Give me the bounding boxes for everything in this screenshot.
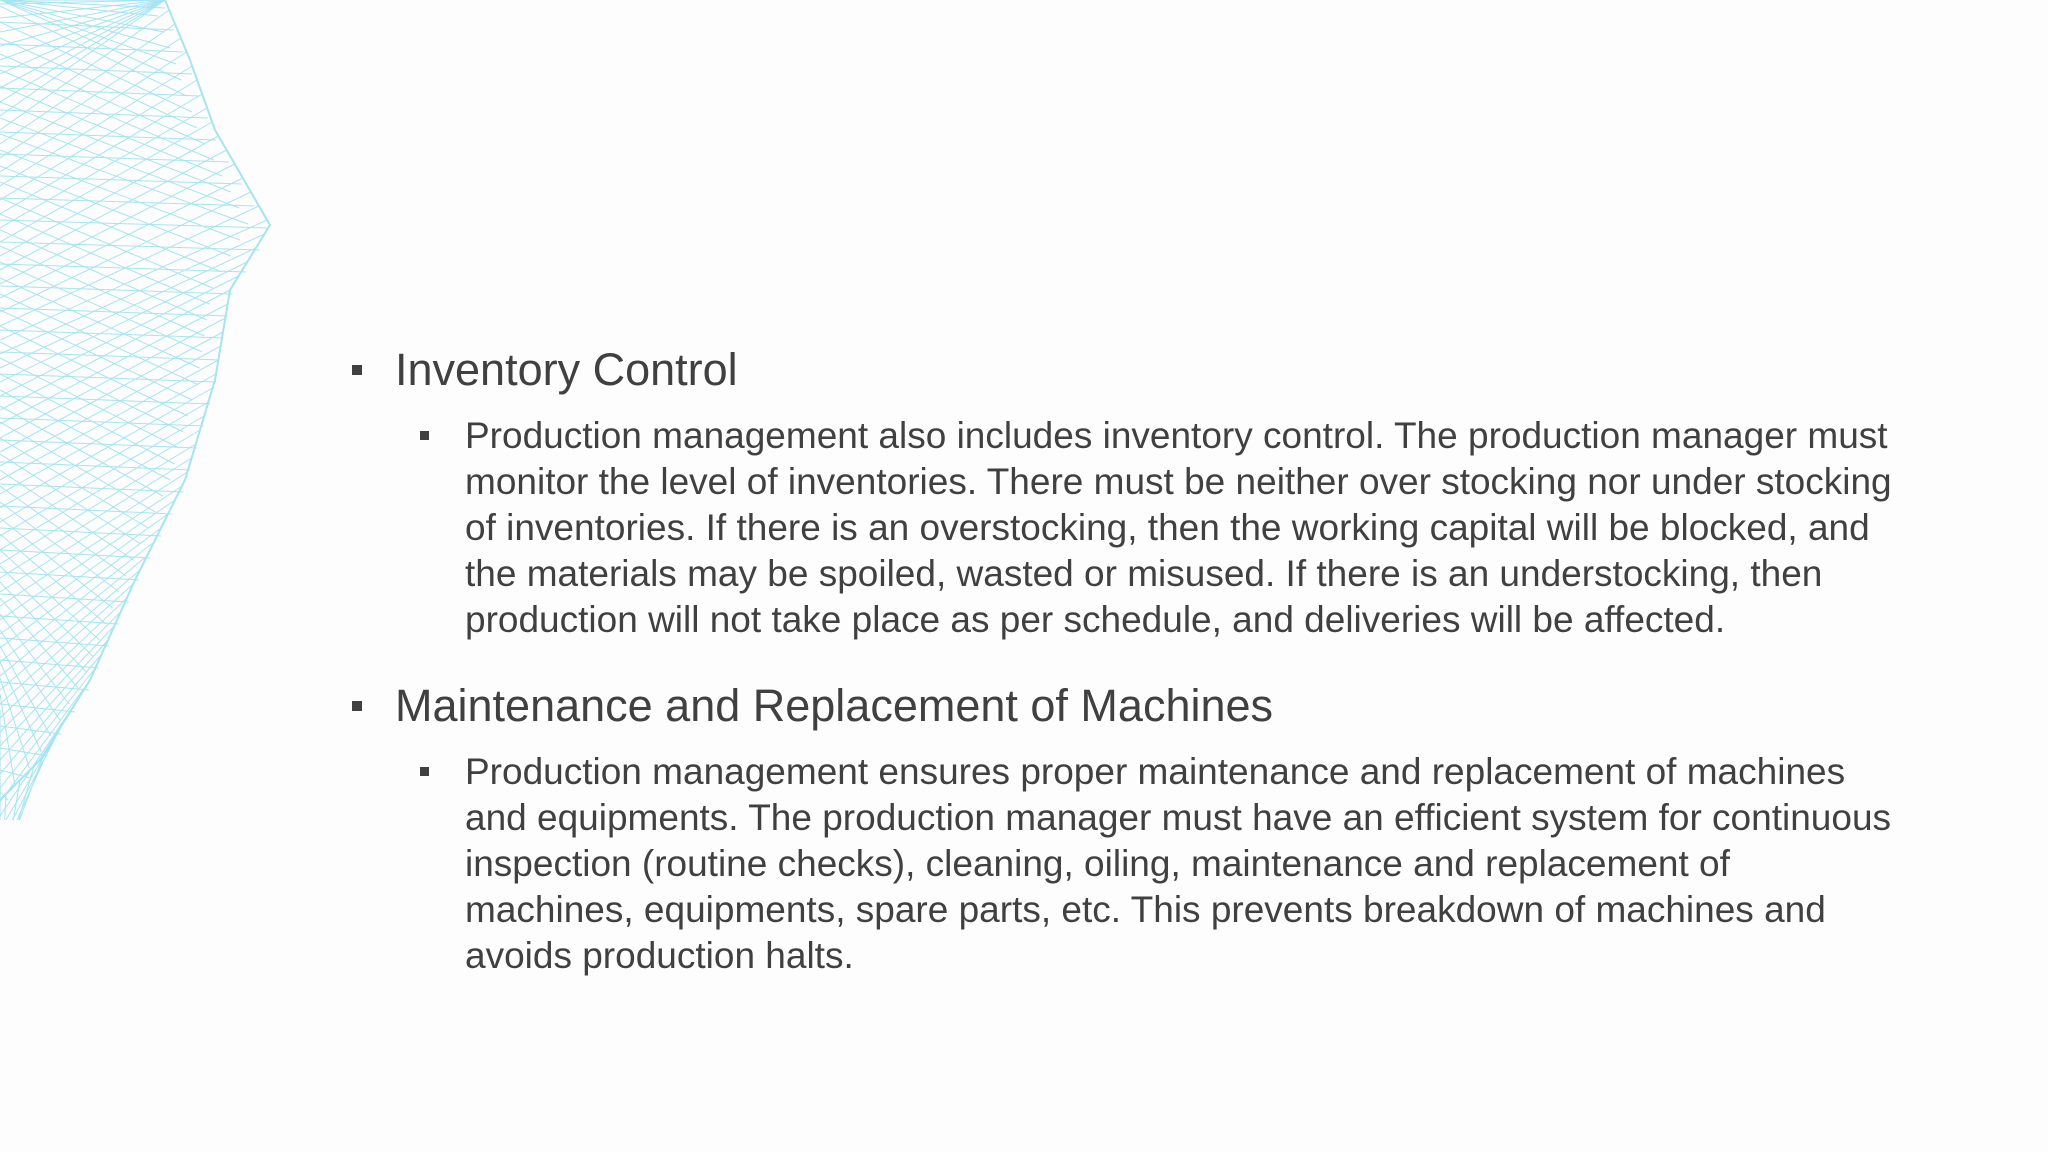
wireframe-decoration bbox=[0, 0, 300, 820]
bullet-detail: Production management also includes inventory control. The production manager must monitor the level of inventories. There must be neither over stocking nor under stocking of inventories. If there is an overstocking, then the working capital will be blocked, and the materials may be spoiled, wasted or misused. If there is an understocking, then production will not take place as per schedule, and deliveries will be affected. bbox=[465, 415, 1892, 640]
bullet-inventory-control bbox=[350, 335, 1910, 405]
sub-bullet-inventory-control bbox=[465, 413, 1895, 643]
sub-bullet-maintenance bbox=[465, 749, 1895, 979]
square-bullet-icon bbox=[352, 365, 362, 375]
bullet-heading: Inventory Control bbox=[395, 344, 738, 395]
square-bullet-icon bbox=[420, 431, 429, 440]
bullet-detail: Production management ensures proper maintenance and replacement of machines and equipments. The production manager must have an efficient system for continuous inspection (routine checks), cleaning, oiling, maintenance and replacement of machines, equipments, spare parts, etc. This prevents breakdown of machines and avoids production halts. bbox=[465, 751, 1892, 976]
slide-body bbox=[350, 335, 1910, 1007]
square-bullet-icon bbox=[352, 701, 362, 711]
bullet-maintenance bbox=[350, 671, 1910, 741]
bullet-heading: Maintenance and Replacement of Machines bbox=[395, 680, 1274, 731]
square-bullet-icon bbox=[420, 767, 429, 776]
